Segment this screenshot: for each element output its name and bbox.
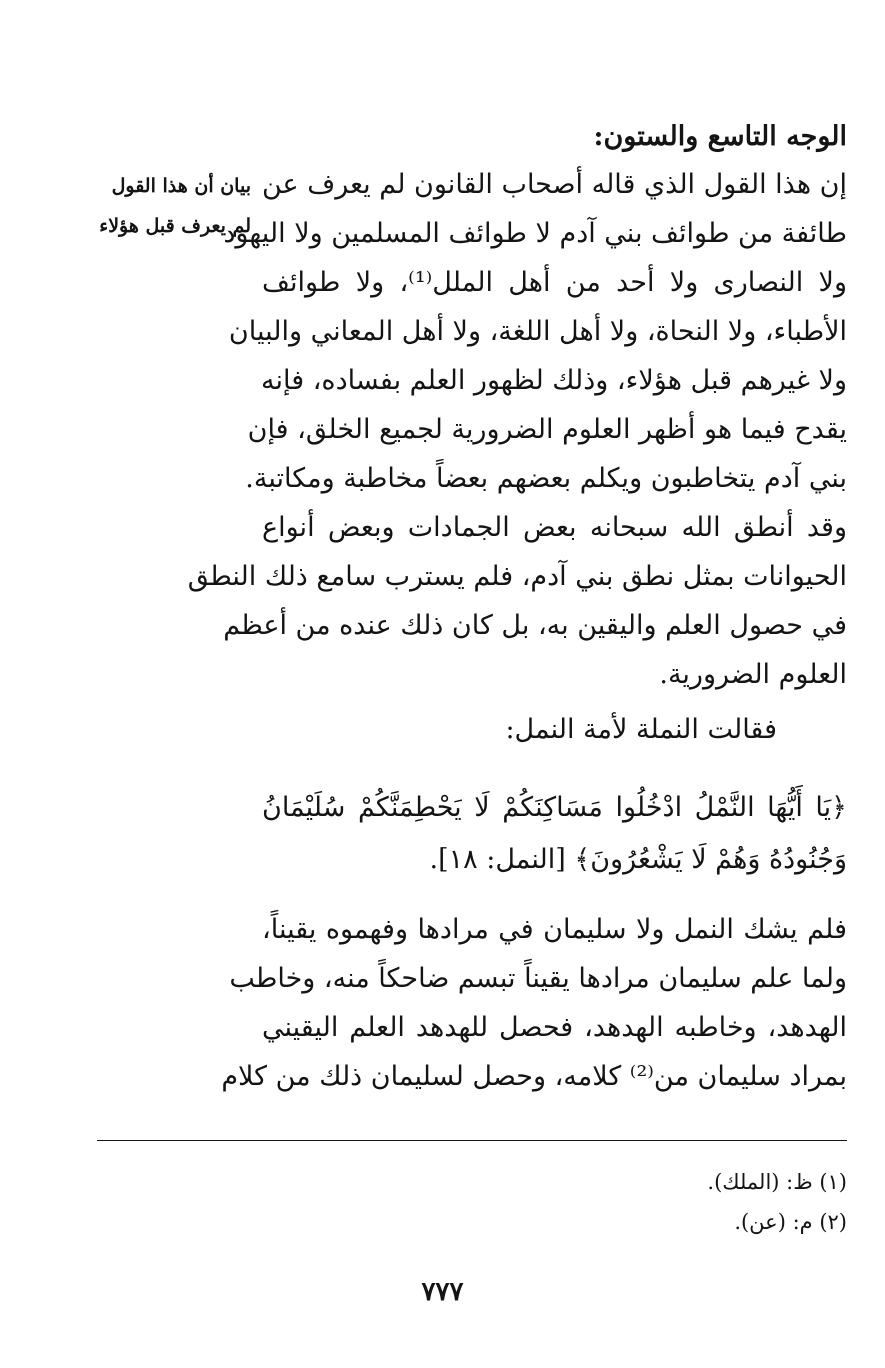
text-line: الحيوانات بمثل نطق بني آدم، فلم يسترب سامع ذلك النطق	[187, 561, 847, 592]
footnote: (٢) م: (عن).	[734, 1210, 847, 1234]
footnote: (١) ظ: (الملك).	[707, 1170, 847, 1194]
quran-verse	[262, 782, 847, 886]
text-line: ولما علم سليمان مرادها يقيناً تبسم ضاحكاً منه، وخاطب	[229, 963, 847, 994]
text-line: بمراد سليمان من⁽²⁾ كلامه، وحصل لسليمان ذلك من كلام	[221, 1061, 847, 1092]
text-line: إن هذا القول الذي قاله أصحاب القانون لم يعرف عن	[262, 169, 847, 200]
margin-note-line: بيان أن هذا القول	[111, 175, 251, 197]
text-line: ولا غيرهم قبل هؤلاء، وذلك لظهور العلم بفساده، فإنه	[261, 365, 847, 396]
text-line: بني آدم يتخاطبون ويكلم بعضهم بعضاً مخاطبة ومكاتبة.	[245, 463, 847, 494]
verse-line: ﴿يَا أَيُّهَا النَّمْلُ ادْخُلُوا مَسَاكِنَكُمْ لَا يَحْطِمَنَّكُمْ سُلَيْمَانُ	[262, 792, 847, 823]
text-line: ولا النصارى ولا أحد من أهل الملل⁽¹⁾، ولا طوائف	[262, 267, 847, 298]
verse-line: وَجُنُودُهُ وَهُمْ لَا يَشْعُرُونَ﴾ [النمل: ١٨].	[429, 844, 847, 875]
closing-paragraph	[221, 905, 847, 1101]
text-line: وقد أنطق الله سبحانه بعض الجمادات وبعض أنواع	[262, 512, 847, 543]
main-paragraph	[187, 160, 847, 699]
section-heading: الوجه التاسع والستون:	[593, 121, 847, 152]
text-line: يقدح فيما هو أظهر العلوم الضرورية لجميع الخلق، فإن	[247, 414, 847, 445]
footnote-divider	[97, 1140, 847, 1141]
text-line: الأطباء، ولا النحاة، ولا أهل اللغة، ولا أهل المعاني والبيان	[228, 316, 847, 347]
text-line: الهدهد، وخاطبه الهدهد، فحصل للهدهد العلم اليقيني	[262, 1012, 847, 1043]
sub-heading: فقالت النملة لأمة النمل:	[505, 714, 777, 745]
page-number: ٧٧٧	[421, 1277, 464, 1307]
margin-note-line: لم يعرف قبل هؤلاء	[99, 215, 251, 237]
text-line: فلم يشك النمل ولا سليمان في مرادها وفهموه يقيناً،	[262, 914, 847, 945]
text-line: العلوم الضرورية.	[659, 659, 847, 690]
text-line: طائفة من طوائف بني آدم لا طوائف المسلمين ولا اليهود	[223, 218, 847, 249]
text-line: في حصول العلم واليقين به، بل كان ذلك عنده من أعظم	[223, 610, 847, 641]
footnotes	[347, 1162, 847, 1242]
